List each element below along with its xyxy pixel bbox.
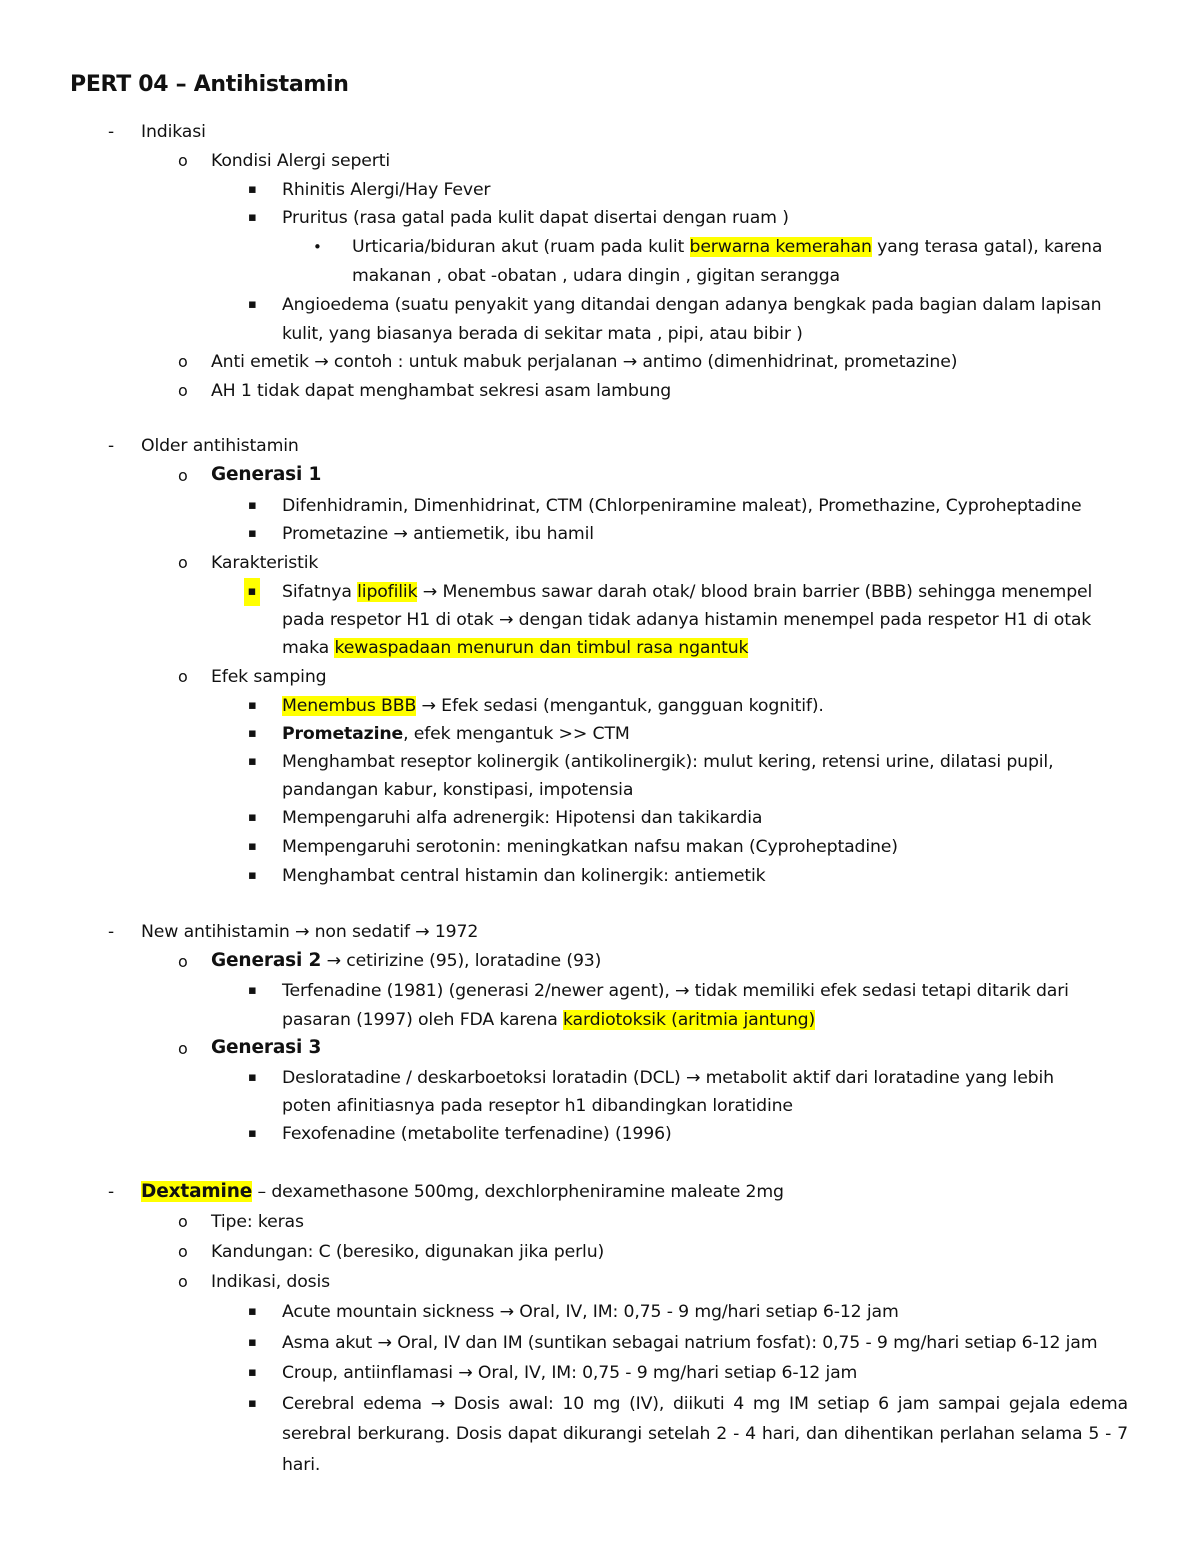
item-croup: Croup, antiinflamasi → Oral, IV, IM: 0,75 - 9 mg/hari setiap 6-12 jam xyxy=(282,1363,858,1383)
item-desloratadine-line2: poten afinitiasnya pada reseptor h1 dibandingkan loratidine xyxy=(282,1096,793,1116)
square-marker: ▪ xyxy=(248,210,257,225)
section-dextamine xyxy=(141,1178,784,1206)
item-pruritus: Pruritus (rasa gatal pada kulit dapat disertai dengan ruam ) xyxy=(282,208,789,228)
item-terfenadine-line2 xyxy=(282,1006,815,1034)
square-marker: ▪ xyxy=(248,1126,257,1141)
item-prometazine-mengantuk xyxy=(282,720,630,748)
highlight-berwarna: berwarna kemerahan xyxy=(689,237,872,257)
o-marker: o xyxy=(178,1272,188,1291)
dash-marker: - xyxy=(108,1182,115,1202)
section-older-antihistamin: Older antihistamin xyxy=(141,436,299,456)
item-indikasi-dosis: Indikasi, dosis xyxy=(211,1272,331,1292)
square-marker: ▪ xyxy=(248,297,257,312)
item-ah1: AH 1 tidak dapat menghambat sekresi asam lambung xyxy=(211,381,672,401)
highlight-kewaspadaan: kewaspadaan menurun dan timbul rasa ngantuk xyxy=(334,638,749,658)
sifat-text-end: → Menembus sawar darah otak/ blood brain barrier (BBB) sehingga menempel xyxy=(417,582,1093,602)
item-urticaria xyxy=(352,233,1102,261)
heading-generasi-1: Generasi 1 xyxy=(211,464,322,485)
highlight-lipofilik: lipofilik xyxy=(357,582,418,602)
o-marker: o xyxy=(178,553,188,572)
square-marker: ▪ xyxy=(248,1304,257,1319)
item-karakteristik: Karakteristik xyxy=(211,553,319,573)
sifat-maka: maka xyxy=(282,638,335,658)
bullet-marker: • xyxy=(313,238,322,256)
square-marker: ▪ xyxy=(248,498,257,513)
item-gen1-prometazine: Prometazine → antiemetik, ibu hamil xyxy=(282,524,594,544)
o-marker: o xyxy=(178,1039,188,1058)
o-marker: o xyxy=(178,352,188,371)
dash-marker: - xyxy=(108,122,115,142)
square-marker: ▪ xyxy=(248,726,257,741)
section-new-antihistamin: New antihistamin → non sedatif → 1972 xyxy=(141,922,479,942)
heading-generasi-2: Generasi 2 xyxy=(211,950,322,971)
item-kondisi-alergi: Kondisi Alergi seperti xyxy=(211,151,391,171)
item-tipe: Tipe: keras xyxy=(211,1212,304,1232)
highlight-kardiotoksik: kardiotoksik (aritmia jantung) xyxy=(563,1010,816,1030)
page-title: PERT 04 – Antihistamin xyxy=(70,72,349,97)
o-marker: o xyxy=(178,151,188,170)
efek-sedasi-text: → Efek sedasi (mengantuk, gangguan kognitif). xyxy=(416,696,824,716)
square-marker: ▪ xyxy=(248,1365,257,1380)
item-serotonin: Mempengaruhi serotonin: meningkatkan nafsu makan (Cyproheptadine) xyxy=(282,837,898,857)
item-terfenadine: Terfenadine (1981) (generasi 2/newer agent), → tidak memiliki efek sedasi tetapi ditarik dari xyxy=(282,981,1069,1001)
o-marker: o xyxy=(178,1242,188,1261)
square-marker: ▪ xyxy=(248,754,257,769)
item-rhinitis: Rhinitis Alergi/Hay Fever xyxy=(282,180,491,200)
highlight-menembus-bbb: Menembus BBB xyxy=(282,696,417,716)
item-gen1-list: Difenhidramin, Dimenhidrinat, CTM (Chlorpeniramine maleat), Promethazine, Cyproheptadine xyxy=(282,496,1082,516)
square-marker: ▪ xyxy=(248,1335,257,1350)
square-marker: ▪ xyxy=(248,182,257,197)
item-anti-emetik: Anti emetik → contoh : untuk mabuk perjalanan → antimo (dimenhidrinat, prometazine) xyxy=(211,352,958,372)
item-sifat-line3 xyxy=(282,634,748,662)
dash-marker: - xyxy=(108,436,115,456)
item-kandungan: Kandungan: C (beresiko, digunakan jika perlu) xyxy=(211,1242,605,1262)
item-cerebral-edema: Cerebral edema → Dosis awal: 10 mg (IV), diikuti 4 mg IM setiap 6 jam sampai gejala edema xyxy=(282,1394,1128,1414)
sifat-text: Sifatnya xyxy=(282,582,358,602)
item-cerebral-edema-line3: hari. xyxy=(282,1455,321,1475)
terfenadine-text: pasaran (1997) oleh FDA karena xyxy=(282,1010,563,1030)
item-antikolinergik: Menghambat reseptor kolinergik (antikolinergik): mulut kering, retensi urine, dilatasi pupil, xyxy=(282,752,1054,772)
item-antikolinergik-line2: pandangan kabur, konstipasi, impotensia xyxy=(282,780,634,800)
item-cerebral-edema-line2: serebral berkurang. Dosis dapat dikurangi setelah 2 - 4 hari, dan dihentikan perlahan selama 5 - 7 xyxy=(282,1424,1128,1444)
item-urticaria-line2: makanan , obat -obatan , udara dingin , gigitan serangga xyxy=(352,266,840,286)
square-marker: ▪ xyxy=(248,698,257,713)
item-angioedema: Angioedema (suatu penyakit yang ditandai dengan adanya bengkak pada bagian dalam lapisan xyxy=(282,295,1102,315)
o-marker: o xyxy=(178,466,188,485)
o-marker: o xyxy=(178,952,188,971)
item-alfa-adrenergik: Mempengaruhi alfa adrenergik: Hipotensi dan takikardia xyxy=(282,808,763,828)
item-asma-akut: Asma akut → Oral, IV dan IM (suntikan sebagai natrium fosfat): 0,75 - 9 mg/hari setiap 6-12 jam xyxy=(282,1333,1098,1353)
o-marker: o xyxy=(178,381,188,400)
urticaria-text: Urticaria/biduran akut (ruam pada kulit xyxy=(352,237,690,257)
dextamine-composition: – dexamethasone 500mg, dexchlorpheniramine maleate 2mg xyxy=(252,1182,784,1202)
item-acute-mountain-sickness: Acute mountain sickness → Oral, IV, IM: 0,75 - 9 mg/hari setiap 6-12 jam xyxy=(282,1302,899,1322)
square-marker: ▪ xyxy=(248,868,257,883)
item-generasi-2 xyxy=(211,947,601,975)
item-efek-samping: Efek samping xyxy=(211,667,327,687)
square-marker: ▪ xyxy=(248,526,257,541)
generasi-2-text: → cetirizine (95), loratadine (93) xyxy=(321,951,602,971)
item-fexofenadine: Fexofenadine (metabolite terfenadine) (1996) xyxy=(282,1124,672,1144)
o-marker: o xyxy=(178,667,188,686)
square-marker: ▪ xyxy=(248,1070,257,1085)
section-indikasi: Indikasi xyxy=(141,122,206,142)
item-angioedema-line2: kulit, yang biasanya berada di sekitar mata , pipi, atau bibir ) xyxy=(282,324,803,344)
item-efek-sedasi xyxy=(282,692,824,720)
square-marker: ▪ xyxy=(248,1396,257,1411)
urticaria-text-end: yang terasa gatal), karena xyxy=(871,237,1103,257)
heading-generasi-3: Generasi 3 xyxy=(211,1037,322,1058)
square-marker: ▪ xyxy=(248,983,257,998)
item-central-histamin: Menghambat central histamin dan kolinergik: antiemetik xyxy=(282,866,766,886)
square-marker: ▪ xyxy=(248,839,257,854)
o-marker: o xyxy=(178,1212,188,1231)
item-sifat-lipofilik xyxy=(282,578,1092,606)
heading-dextamine: Dextamine xyxy=(141,1181,253,1202)
square-marker-highlighted: ▪ xyxy=(244,578,260,606)
item-sifat-line2: pada respetor H1 di otak → dengan tidak adanya histamin menempel pada respetor H1 di otak xyxy=(282,610,1092,630)
item-desloratadine: Desloratadine / deskarboetoksi loratadin (DCL) → metabolit aktif dari loratadine yang lebih xyxy=(282,1068,1054,1088)
prometazine-text: , efek mengantuk >> CTM xyxy=(403,724,630,744)
dash-marker: - xyxy=(108,922,115,942)
prometazine-bold: Prometazine xyxy=(282,724,404,744)
square-marker: ▪ xyxy=(248,810,257,825)
